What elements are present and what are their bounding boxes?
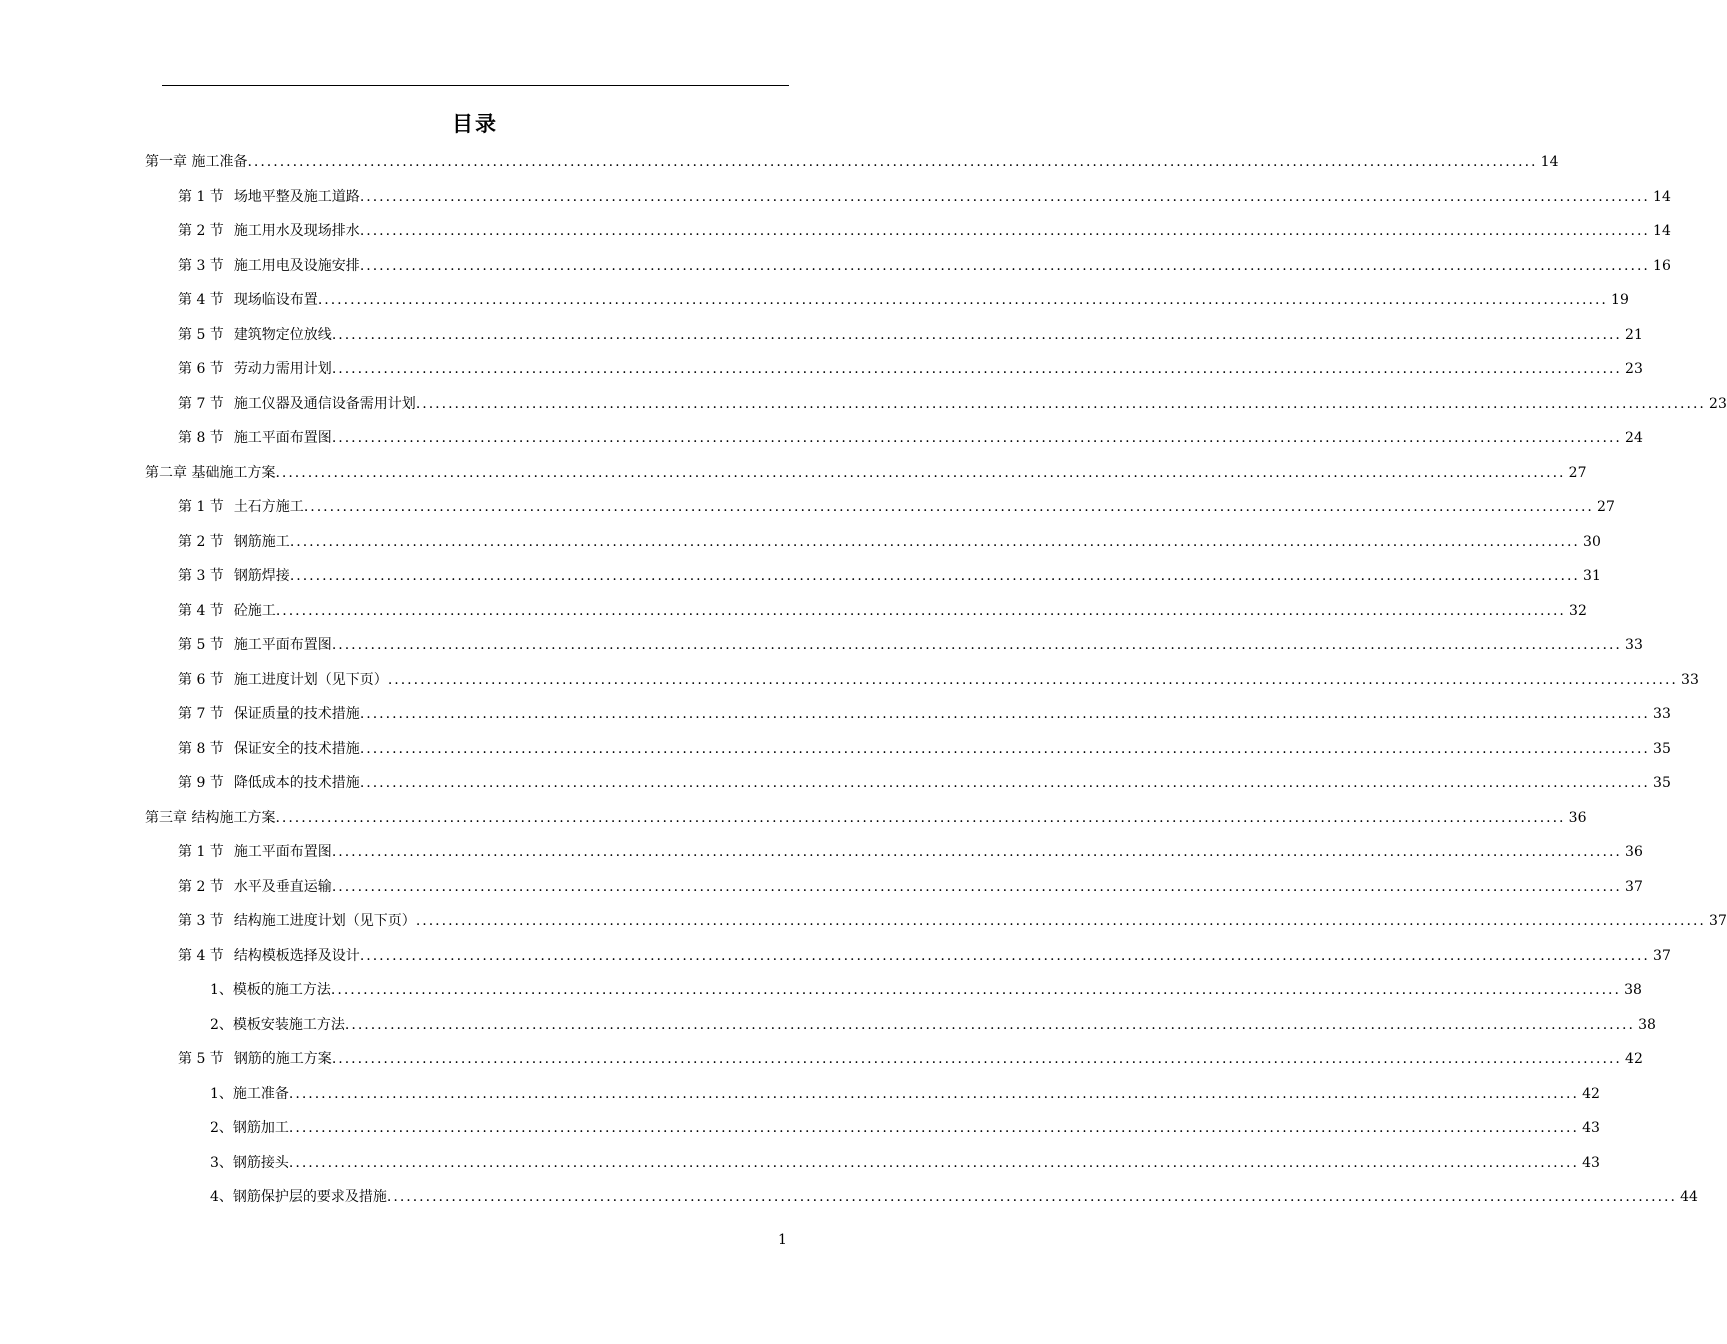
toc-entry-page: 14 [1653,223,1671,239]
toc-entry[interactable] [178,665,1699,689]
toc-entry-page: 35 [1653,740,1671,757]
toc-entry-page: 14 [1540,154,1559,170]
toc-entry-page: 31 [1583,568,1601,584]
dot-leader: ........................................................................................................................................................................................................ [359,706,1650,722]
toc-entry[interactable] [178,527,1601,551]
toc-entry[interactable] [178,872,1643,896]
toc-entry-label: 现场临设布置 [233,292,318,308]
toc-entry-page: 30 [1583,533,1601,550]
toc-entry-label: 施工用电及设施安排 [233,257,360,274]
toc-entry-page: 19 [1611,292,1629,308]
toc-entry-label: 施工进度计划（见下页） [233,671,388,688]
toc-entry-page: 44 [1680,1189,1698,1205]
toc-entry-number: 第 4 节 [178,602,224,619]
toc-entry-page: 27 [1597,499,1615,515]
toc-entry-number: 第 5 节 [178,326,224,343]
toc-entry-number: 2、 [210,1120,233,1136]
toc-entry[interactable] [178,596,1587,620]
toc-entry-number: 第 2 节 [178,223,224,239]
toc-entry[interactable] [178,423,1643,447]
toc-entry[interactable] [145,803,1587,827]
toc-entry-number: 第 8 节 [178,740,224,757]
toc-entry-number: 第 9 节 [178,775,224,791]
toc-entry-label: 钢筋保护层的要求及措施 [232,1189,387,1205]
dot-leader: ........................................................................................................................................................................................................ [330,982,1621,998]
dot-leader: ........................................................................................................................................................................................................ [289,533,1580,550]
toc-entry-label: 钢筋接头 [232,1154,289,1171]
toc-entry-label: 钢筋焊接 [233,568,290,584]
dot-leader: ........................................................................................................................................................................................................ [303,499,1594,515]
toc-entry[interactable] [178,734,1671,758]
toc-entry-page: 38 [1638,1016,1656,1033]
toc-entry-page: 27 [1568,464,1587,481]
toc-entry-number: 第 4 节 [178,947,224,964]
toc-entry-page: 38 [1624,982,1642,998]
toc-entry-label: 结构施工进度计划（见下页） [233,913,416,929]
toc-entry-number: 第 6 节 [178,361,224,377]
toc-entry-label: 钢筋施工 [233,533,290,550]
dot-leader: ........................................................................................................................................................................................................ [247,154,1538,170]
toc-entry-label: 砼施工 [233,602,276,619]
toc-entry-number: 第 2 节 [178,878,224,895]
toc-entry[interactable] [178,699,1671,723]
toc-entry-label: 建筑物定位放线 [233,326,332,343]
toc-entry[interactable] [145,147,1559,171]
dot-leader: ........................................................................................................................................................................................................ [331,361,1622,377]
toc-entry-label: 保证质量的技术措施 [233,706,360,722]
dot-leader: ........................................................................................................................................................................................................ [275,602,1566,619]
dot-leader: ........................................................................................................................................................................................................ [331,878,1622,895]
toc-entry-label: 施工准备 [232,1085,289,1102]
toc-entry-number: 3、 [210,1154,233,1171]
toc-entry[interactable] [210,1148,1600,1172]
toc-entry-label: 施工平面布置图 [233,430,332,446]
dot-leader: ........................................................................................................................................................................................................ [288,1085,1579,1102]
toc-entry-label: 模板的施工方法 [232,982,331,998]
toc-entry-number: 第 3 节 [178,913,224,929]
toc-entry[interactable] [178,182,1671,206]
toc-entry-page: 33 [1681,671,1699,688]
toc-entry-page: 16 [1653,257,1671,274]
toc-entry[interactable] [210,1079,1600,1103]
dot-leader: ........................................................................................................................................................................................................ [331,430,1622,446]
toc-entry[interactable] [178,389,1727,413]
dot-leader: ........................................................................................................................................................................................................ [359,188,1650,205]
toc-entry[interactable] [210,1113,1600,1137]
toc-entry[interactable] [178,630,1643,654]
dot-leader: ........................................................................................................................................................................................................ [331,637,1622,653]
toc-entry-label: 场地平整及施工道路 [233,188,360,205]
toc-entry-page: 37 [1709,913,1727,929]
toc-entry-number: 第 5 节 [178,637,224,653]
dot-leader: ........................................................................................................................................................................................................ [288,1154,1579,1171]
toc-entry-label: 第二章 基础施工方案 [145,464,276,481]
toc-entry-page: 43 [1582,1154,1600,1171]
toc-entry[interactable] [178,561,1601,585]
dot-leader: ........................................................................................................................................................................................................ [344,1016,1635,1033]
toc-entry-number: 第 7 节 [178,706,224,722]
dot-leader: ........................................................................................................................................................................................................ [359,947,1650,964]
toc-entry-page: 32 [1569,602,1587,619]
toc-entry-number: 第 4 节 [178,292,224,308]
dot-leader: ........................................................................................................................................................................................................ [275,464,1566,481]
toc-entry-number: 1、 [210,982,233,998]
toc-entry-label: 土石方施工 [233,499,304,515]
toc-entry-number: 第 6 节 [178,671,224,688]
toc-entry-label: 施工平面布置图 [233,844,332,860]
toc-entry[interactable] [178,354,1643,378]
dot-leader: ........................................................................................................................................................................................................ [289,568,1580,584]
toc-entry-label: 第三章 结构施工方案 [145,809,276,826]
dot-leader: ........................................................................................................................................................................................................ [331,326,1622,343]
toc-entry[interactable] [178,941,1671,965]
toc-entry-page: 33 [1625,637,1643,653]
toc-title: 目录 [452,112,498,136]
dot-leader: ........................................................................................................................................................................................................ [317,292,1608,308]
toc-entry-number: 第 8 节 [178,430,224,446]
toc-entry-label: 第一章 施工准备 [145,154,248,170]
toc-entry-number: 第 1 节 [178,499,224,515]
toc-entry-label: 保证安全的技术措施 [233,740,360,757]
toc-entry[interactable] [178,492,1615,516]
toc-entry-number: 第 2 节 [178,533,224,550]
page-number: 1 [778,1232,787,1248]
toc-entry-page: 43 [1582,1120,1600,1136]
toc-entry-page: 36 [1568,809,1587,826]
dot-leader: ........................................................................................................................................................................................................ [359,257,1650,274]
toc-entry-page: 33 [1653,706,1671,722]
dot-leader: ........................................................................................................................................................................................................ [359,740,1650,757]
dot-leader: ........................................................................................................................................................................................................ [331,844,1622,860]
toc-entry-label: 劳动力需用计划 [233,361,332,377]
toc-entry-label: 水平及垂直运输 [233,878,332,895]
toc-entry-number: 1、 [210,1085,233,1102]
toc-entry-label: 结构模板选择及设计 [233,947,360,964]
dot-leader: ........................................................................................................................................................................................................ [331,1051,1622,1067]
toc-entry-label: 钢筋的施工方案 [233,1051,332,1067]
dot-leader: ........................................................................................................................................................................................................ [415,395,1706,412]
toc-entry[interactable] [178,768,1671,792]
toc-entry-label: 模板安装施工方法 [232,1016,345,1033]
toc-entry-page: 24 [1625,430,1643,446]
toc-entry-page: 42 [1625,1051,1643,1067]
toc-entry-number: 第 1 节 [178,188,224,205]
toc-entry-number: 第 5 节 [178,1051,224,1067]
toc-entry-label: 施工平面布置图 [233,637,332,653]
toc-entry[interactable] [178,216,1671,240]
toc-entry-number: 2、 [210,1016,233,1033]
toc-entry-page: 36 [1625,844,1643,860]
toc-entry[interactable] [178,320,1643,344]
toc-entry-page: 23 [1709,395,1727,412]
dot-leader: ........................................................................................................................................................................................................ [275,809,1566,826]
toc-entry[interactable] [178,285,1629,309]
toc-entry-page: 14 [1653,188,1671,205]
toc-entry[interactable] [210,975,1642,999]
toc-entry-label: 降低成本的技术措施 [233,775,360,791]
toc-entry-page: 35 [1653,775,1671,791]
toc-entry[interactable] [145,458,1587,482]
dot-leader: ........................................................................................................................................................................................................ [415,913,1706,929]
dot-leader: ........................................................................................................................................................................................................ [359,223,1650,239]
toc-entry-number: 4、 [210,1189,233,1205]
toc-entry[interactable] [178,1044,1643,1068]
toc-entry[interactable] [210,1182,1698,1206]
toc-entry-label: 施工仪器及通信设备需用计划 [233,395,416,412]
toc-entry-page: 42 [1582,1085,1600,1102]
header-rule [162,85,789,86]
toc-entry-label: 钢筋加工 [232,1120,289,1136]
toc-entry[interactable] [178,906,1727,930]
toc-entry-page: 37 [1625,878,1643,895]
dot-leader: ........................................................................................................................................................................................................ [359,775,1650,791]
toc-entry-number: 第 1 节 [178,844,224,860]
toc-entry-page: 37 [1653,947,1671,964]
toc-entry-number: 第 7 节 [178,395,224,412]
toc-entry[interactable] [178,251,1671,275]
toc-entry[interactable] [178,837,1643,861]
toc-entry-number: 第 3 节 [178,568,224,584]
toc-entry-page: 21 [1625,326,1643,343]
dot-leader: ........................................................................................................................................................................................................ [288,1120,1579,1136]
toc-entry-number: 第 3 节 [178,257,224,274]
toc-entry-label: 施工用水及现场排水 [233,223,360,239]
toc-entry-page: 23 [1625,361,1643,377]
dot-leader: ........................................................................................................................................................................................................ [386,1189,1677,1205]
toc-entry[interactable] [210,1010,1656,1034]
dot-leader: ........................................................................................................................................................................................................ [387,671,1678,688]
